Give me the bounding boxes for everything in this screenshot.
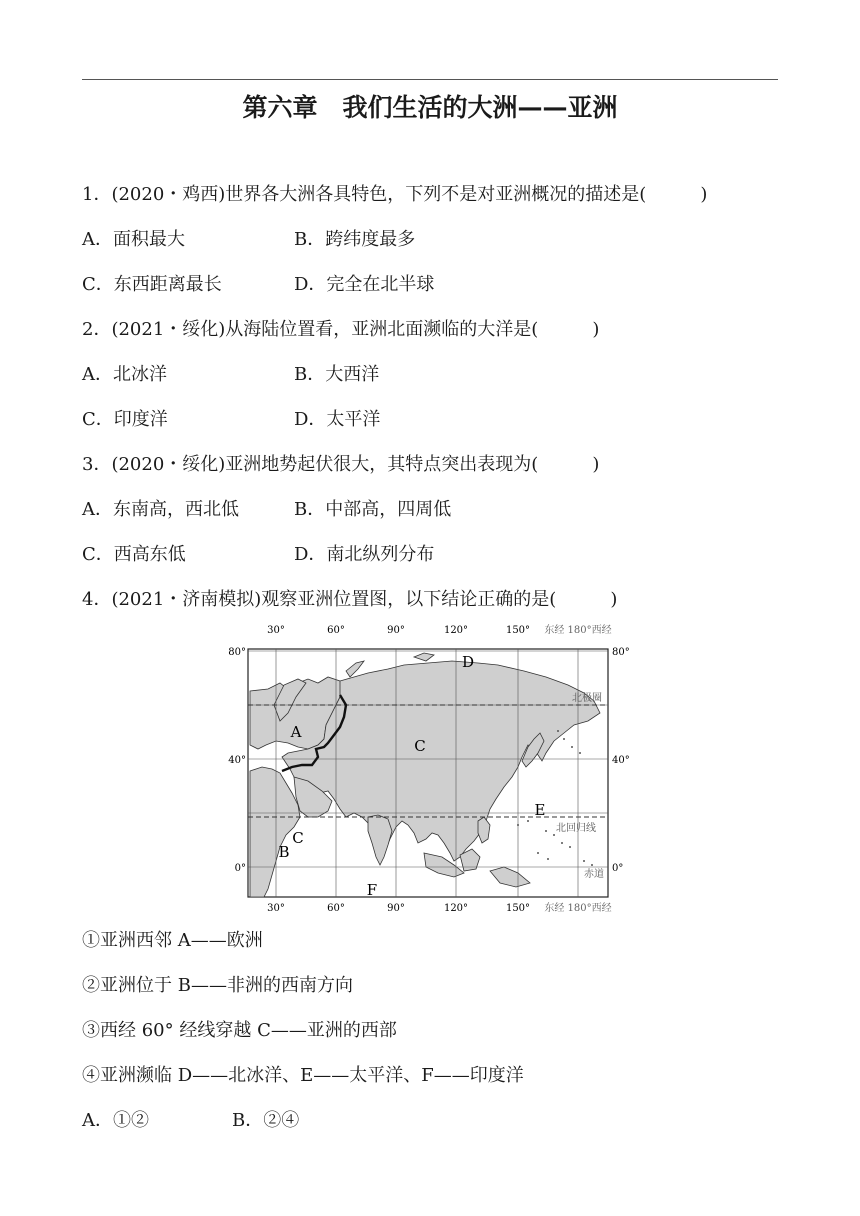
q4-statement-1: ①亚洲西邻 A——欧洲 (82, 930, 263, 951)
q1-option-d[interactable]: D．完全在北半球 (294, 274, 435, 295)
equator-label: 赤道 (584, 869, 604, 880)
q1-option-c[interactable]: C．东西距离最长 (82, 274, 222, 295)
top-lon-label-60: 60° (327, 625, 345, 636)
q3-option-c[interactable]: C．西高东低 (82, 544, 186, 565)
bottom-lon-label-30: 30° (267, 903, 285, 914)
region-letter-b: B (278, 843, 290, 861)
asia-location-map (228, 621, 640, 917)
q4-statement-2: ②亚洲位于 B——非洲的西南方向 (82, 975, 353, 996)
q2-option-a[interactable]: A．北冰洋 (82, 364, 167, 385)
right-lat-label-40: 40° (612, 755, 630, 766)
left-lat-label-40: 40° (228, 755, 246, 766)
question-1-stem: 1．(2020・鸡西)世界各大洲各具特色，下列不是对亚洲概况的描述是( ) (82, 184, 708, 205)
q3-option-b[interactable]: B．中部高，四周低 (294, 499, 452, 520)
bottom-lon-label-150: 150° (505, 903, 531, 914)
q4-statement-3: ③西经 60° 经线穿越 C——亚洲的西部 (82, 1020, 397, 1041)
region-letter-f: F (366, 881, 378, 899)
header-rule (82, 79, 778, 80)
bottom-lon-label-120: 120° (443, 903, 469, 914)
region-letter-a: A (290, 723, 302, 741)
arctic-circle-label: 北极圈 (572, 693, 602, 704)
question-2-stem: 2．(2021・绥化)从海陆位置看，亚洲北面濒临的大洋是( ) (82, 319, 600, 340)
q1-option-a[interactable]: A．面积最大 (82, 229, 185, 250)
q4-statement-4: ④亚洲濒临 D——北冰洋、E——太平洋、F——印度洋 (82, 1065, 524, 1086)
right-lat-label-80: 80° (612, 647, 630, 658)
q3-option-d[interactable]: D．南北纵列分布 (294, 544, 435, 565)
chapter-title: 第六章 我们生活的大洲——亚洲 (242, 93, 618, 122)
top-lon-label-180: 东经 180°西经 (544, 625, 612, 636)
region-letter-d: D (461, 653, 475, 671)
tropic-label: 北回归线 (556, 823, 596, 834)
q4-option-a[interactable]: A．①② (82, 1110, 149, 1131)
q3-option-a[interactable]: A．东南高，西北低 (82, 499, 239, 520)
region-letter-c-west: C (292, 829, 304, 847)
asia-map-svg (228, 621, 640, 917)
bottom-lon-label-90: 90° (387, 903, 405, 914)
q1-option-b[interactable]: B．跨纬度最多 (294, 229, 416, 250)
q4-option-b[interactable]: B．②④ (232, 1110, 300, 1131)
top-lon-label-30: 30° (267, 625, 285, 636)
question-4-stem: 4．(2021・济南模拟)观察亚洲位置图，以下结论正确的是( ) (82, 589, 618, 610)
bottom-lon-label-180: 东经 180°西经 (544, 903, 612, 914)
top-lon-label-120: 120° (443, 625, 469, 636)
top-lon-label-150: 150° (505, 625, 531, 636)
q2-option-c[interactable]: C．印度洋 (82, 409, 168, 430)
q2-option-d[interactable]: D．太平洋 (294, 409, 381, 430)
left-lat-label-80: 80° (228, 647, 246, 658)
region-letter-e: E (534, 801, 546, 819)
bottom-lon-label-60: 60° (327, 903, 345, 914)
right-lat-label-0: 0° (612, 863, 624, 874)
top-lon-label-90: 90° (387, 625, 405, 636)
question-3-stem: 3．(2020・绥化)亚洲地势起伏很大，其特点突出表现为( ) (82, 454, 600, 475)
q2-option-b[interactable]: B．大西洋 (294, 364, 380, 385)
region-letter-c-east: C (414, 737, 426, 755)
left-lat-label-0: 0° (234, 863, 246, 874)
